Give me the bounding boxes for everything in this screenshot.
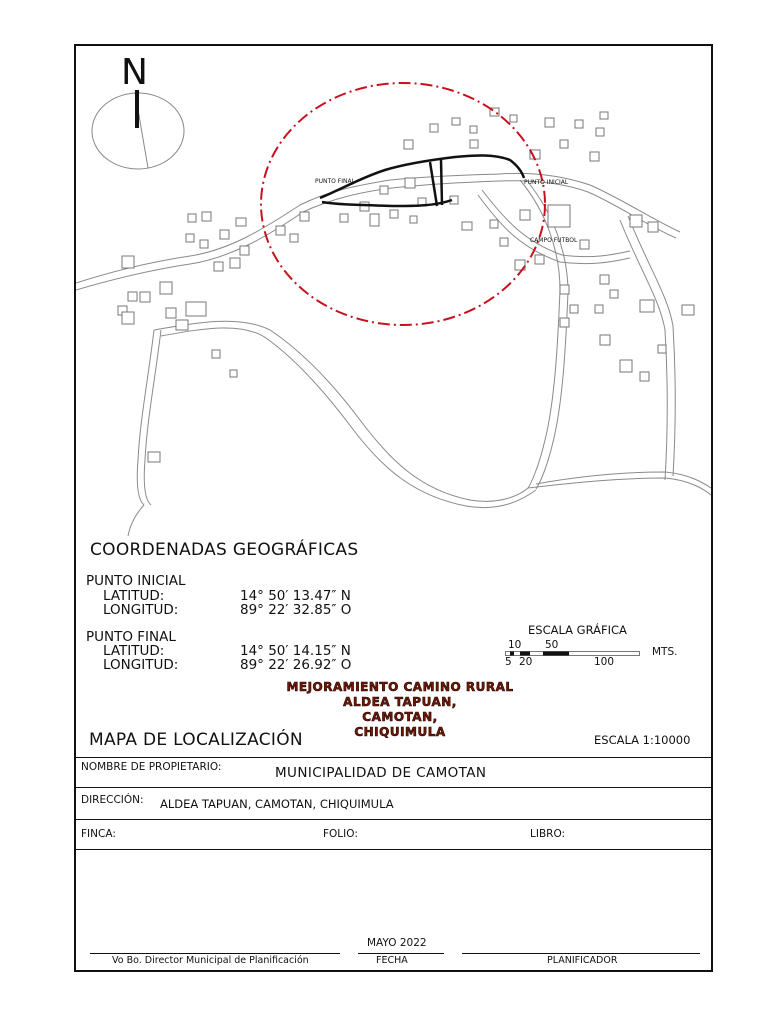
map-title: MAPA DE LOCALIZACIÓN xyxy=(89,730,303,750)
coordinates-title: COORDENADAS GEOGRÁFICAS xyxy=(90,540,359,560)
divider xyxy=(76,757,711,758)
inicial-lat-label: LATITUD: xyxy=(103,588,165,604)
folio-label: FOLIO: xyxy=(323,828,358,840)
date-value: MAYO 2022 xyxy=(367,937,427,949)
area-highlight-circle xyxy=(261,83,545,325)
scale-tick-bottom: 20 xyxy=(519,656,533,668)
north-letter: N xyxy=(121,52,148,93)
finca-label: FINCA: xyxy=(81,828,116,840)
scale-tick-top: 10 xyxy=(508,639,522,651)
libro-label: LIBRO: xyxy=(530,828,566,840)
divider xyxy=(76,849,711,850)
inicial-lon-label: LONGITUD: xyxy=(103,602,179,618)
divider xyxy=(76,819,711,820)
scale-bar-unit: MTS. xyxy=(652,646,678,658)
signature-line xyxy=(358,953,444,954)
project-line: CHIQUIMULA xyxy=(354,725,446,739)
final-lat-label: LATITUD: xyxy=(103,643,165,659)
inicial-lon-value: 89° 22′ 32.85″ O xyxy=(240,602,352,618)
final-lat-value: 14° 50′ 14.15″ N xyxy=(240,643,351,659)
north-arrow xyxy=(92,52,184,169)
address-value: ALDEA TAPUAN, CAMOTAN, CHIQUIMULA xyxy=(160,797,394,811)
label-punto-final: PUNTO FINAL xyxy=(315,178,355,185)
scale-tick-bottom: 5 xyxy=(505,656,512,668)
signature-line xyxy=(462,953,700,954)
owner-label: NOMBRE DE PROPIETARIO: xyxy=(81,761,222,773)
scale-tick-bottom: 100 xyxy=(594,656,615,668)
signature-line xyxy=(90,953,340,954)
sig-fecha-label: FECHA xyxy=(376,955,408,966)
scale-tick-top: 50 xyxy=(545,639,559,651)
roads xyxy=(76,173,711,536)
sig-director-label: Vo Bo. Director Municipal de Planificación xyxy=(112,955,309,966)
address-label: DIRECCIÓN: xyxy=(81,794,144,806)
final-lon-label: LONGITUD: xyxy=(103,657,179,673)
map-scale-text: ESCALA 1:10000 xyxy=(594,733,691,747)
punto-final-heading: PUNTO FINAL xyxy=(86,629,176,645)
project-line: ALDEA TAPUAN, xyxy=(343,695,457,709)
sig-planificador-label: PLANIFICADOR xyxy=(547,955,618,966)
label-campo-futbol: CAMPO FUTBOL xyxy=(530,237,578,244)
project-line: MEJORAMIENTO CAMINO RURAL xyxy=(286,680,514,694)
buildings xyxy=(118,108,694,462)
inicial-lat-value: 14° 50′ 13.47″ N xyxy=(240,588,351,604)
final-lon-value: 89° 22′ 26.92″ O xyxy=(240,657,352,673)
location-map xyxy=(76,46,711,536)
divider xyxy=(76,787,711,788)
label-punto-inicial: PUNTO INICIAL xyxy=(524,179,569,186)
owner-value: MUNICIPALIDAD DE CAMOTAN xyxy=(275,765,487,781)
project-line: CAMOTAN, xyxy=(362,710,438,724)
punto-inicial-heading: PUNTO INICIAL xyxy=(86,573,186,589)
scale-bar-title: ESCALA GRÁFICA xyxy=(528,623,627,637)
